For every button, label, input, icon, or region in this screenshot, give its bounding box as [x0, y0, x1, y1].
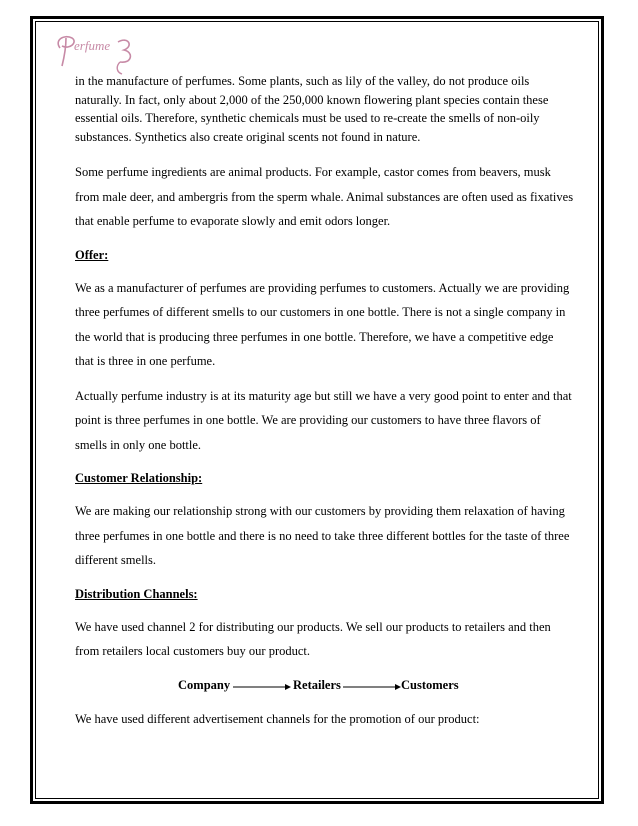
paragraph-plants-oils: in the manufacture of perfumes. Some plants, such as lily of the valley, do not produce oils naturally. In fact, only about 2,000 of the 250,000 known flowering plant species contain these essential oils. Therefore, synthetic chemicals must be used to re-create the smells of non-oily substances. Synthetics also create original scents not found in nature.	[75, 74, 549, 144]
paragraph-maturity: Actually perfume industry is at its maturity age but still we have a very good point to enter and that point is three perfumes in one bottle. We are providing our customers to have three flavors of smells in only one bottle.	[75, 388, 572, 452]
paragraph-advertisement: We have used different advertisement channels for the promotion of our product:	[75, 711, 480, 726]
flow-retailers-label: Retailers	[293, 677, 341, 692]
flow-arrow-right-icon	[233, 682, 291, 692]
paragraph-distribution: We have used channel 2 for distributing our products. We sell our products to retailers and then from retailers local customers buy our product.	[75, 619, 551, 658]
flow-company-label: Company	[178, 677, 231, 692]
paragraph-customer-relationship: We are making our relationship strong with our customers by providing them relaxation of having three perfumes in one bottle and there is no need to take three different bottles for the taste of three different smells.	[75, 504, 570, 567]
paragraph-offer: We as a manufacturer of perfumes are providing perfumes to customers. Actually we are providing three perfumes of different smells to our customers in one bottle. There is not a single company in the world that is producing three perfumes in one bottle. Therefore, we have a competitive edge that is three in one perfume.	[75, 280, 570, 368]
heading-offer: Offer:	[75, 247, 109, 262]
heading-customer-relationship: Customer Relationship:	[75, 471, 203, 485]
svg-text:erfume: erfume	[74, 38, 111, 53]
distribution-flow-diagram	[75, 678, 575, 696]
document-body	[75, 72, 575, 728]
flow-arrow-right-icon	[343, 682, 401, 692]
paragraph-animal-products: Some perfume ingredients are animal products. For example, castor comes from beavers, musk from male deer, and ambergris from the sperm whale. Animal substances are often used as fixatives that enable perfume to evaporate slowly and emit odors longer.	[75, 165, 574, 228]
heading-distribution-channels: Distribution Channels:	[75, 586, 198, 601]
flow-customers-label: Customers	[401, 677, 459, 692]
